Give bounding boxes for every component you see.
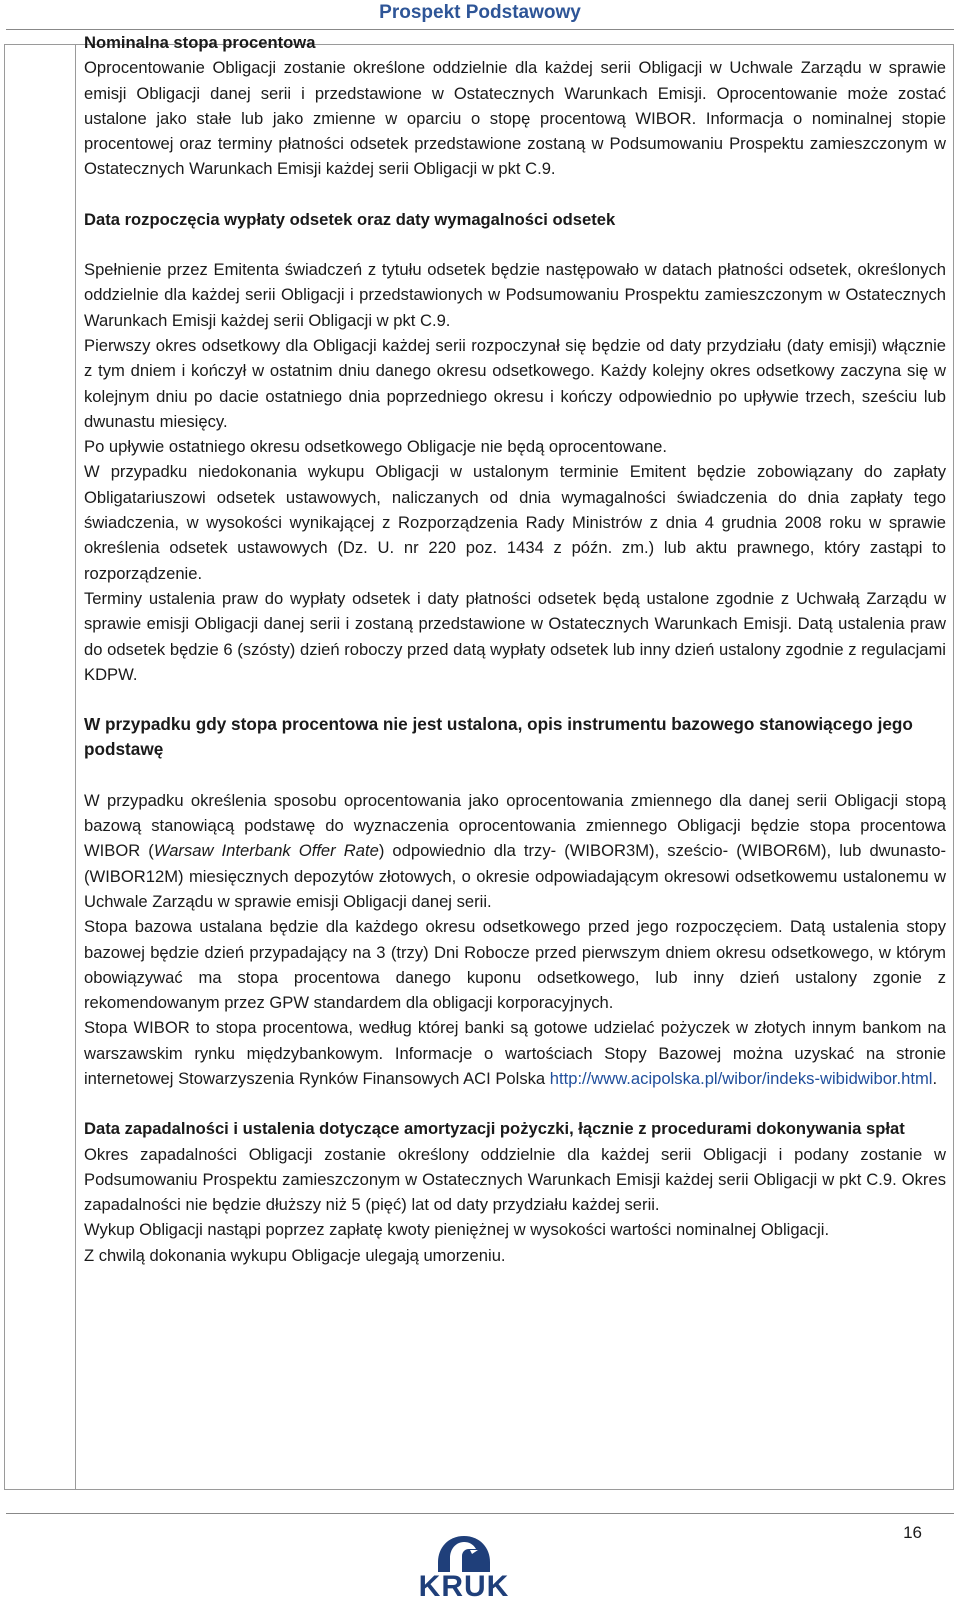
footer-divider bbox=[6, 1513, 954, 1514]
paragraph-maturity-1: Okres zapadalności Obligacji zostanie określony oddzielnie dla każdej serii Obligacji i podany zostanie w Podsumowaniu Prospektu zamieszczonym w Ostatecznych Warunkach Emisji każdej serii Obligacji w pkt C.9. Okres zapadalności nie będzie dłuższy niż 5 (pięć) lat od daty przydziału każdej serii. bbox=[84, 1144, 946, 1215]
paragraph-interest-dates-2: Pierwszy okres odsetkowy dla Obligacji każdej serii rozpoczynał się będzie od daty przydziału (daty emisji) włącznie z tym dniem i kończył w ostatnim dniu danego okresu odsetkowego. Każdy kolejny okres odsetkowy zaczyna się w kolejnym dniu po dacie ostatniego dnia poprzedniego okresu i kończy odpowiednio po upływie trzech, sześciu lub dwunastu miesięcy. bbox=[84, 335, 946, 431]
text-run: . bbox=[932, 1068, 938, 1088]
paragraph-interest-dates-3: Po upływie ostatniego okresu odsetkowego Obligacje nie będą oprocentowane. bbox=[84, 437, 668, 457]
paragraph-interest-dates-4: W przypadku niedokonania wykupu Obligacji w ustalonym terminie Emitent będzie zobowiązany do zapłaty Obligatariuszowi odsetek ustawowych, naliczanych od dnia wymagalności świadczenia do dnia zapłaty tego świadczenia, w wysokości wynikającej z Rozporządzenia Rady Ministrów z dnia 4 grudnia 2008 roku w sprawie określenia odsetek ustawowych (Dz. U. nr 220 poz. 1434 z późn. zm.) lub aktu prawnego, który zastąpi to rozporządzenie. bbox=[84, 462, 946, 583]
page-number: 16 bbox=[903, 1523, 922, 1542]
aci-polska-link[interactable]: http://www.acipolska.pl/wibor/indeks-wibidwibor.html bbox=[549, 1068, 933, 1088]
content-cell bbox=[84, 30, 946, 1268]
paragraph-base-instrument-3 bbox=[84, 1015, 946, 1091]
italic-term: Warsaw Interbank Offer Rate bbox=[153, 841, 379, 861]
document-title: Prospekt Podstawowy bbox=[379, 2, 581, 23]
logo-wordmark: KRUK bbox=[418, 1570, 510, 1603]
paragraph-base-instrument-1 bbox=[84, 788, 946, 914]
paragraph-nominal-rate: Oprocentowanie Obligacji zostanie określone oddzielnie dla każdej serii Obligacji w Uchwale Zarządu w sprawie emisji Obligacji danej serii i przedstawione w Ostatecznych Warunkach Emisji. Oprocentowanie może zostać ustalone jako stałe lub jako zmienne w oparciu o stopę procentową WIBOR. Informacja o nominalnej stopie procentowej oraz terminy płatności odsetek przedstawione zostaną w Podsumowaniu Prospektu zamieszczonym w Ostatecznych Warunkach Emisji każdej serii Obligacji w pkt C.9. bbox=[84, 58, 946, 179]
paragraph-interest-dates-5: Terminy ustalenia praw do wypłaty odsetek i daty płatności odsetek będą ustalone zgodnie z Uchwałą Zarządu w sprawie emisji Obligacji danej serii i zostaną przedstawione w Ostatecznych Warunkach Emisji. Datą ustalenia praw do odsetek będzie 6 (szósty) dzień roboczy przed datą wypłaty odsetek lub inny dzień ustalony zgodnie z regulacjami KDPW. bbox=[84, 588, 946, 684]
heading-maturity: Data zapadalności i ustalenia dotyczące amortyzacji pożyczki, łącznie z procedurami dokonywania spłat bbox=[84, 1119, 905, 1139]
paragraph-base-instrument-2: Stopa bazowa ustalana będzie dla każdego okresu odsetkowego przed jego rozpoczęciem. Datą ustalenia stopy bazowej będzie dzień przypadający na 3 (trzy) Dni Robocze przed pierwszym dniem okresu odsetkowego, w którym obowiązywać ma stopa procentowa danego kuponu odsetkowego, lub inny dzień ustalony zgonie z rekomendowanym przez GPW standardem dla obligacji korporacyjnych. bbox=[84, 917, 946, 1013]
paragraph-interest-dates-1: Spełnienie przez Emitenta świadczeń z tytułu odsetek będzie następowało w datach płatności odsetek, określonych oddzielnie dla każdej serii Obligacji i przedstawionych w Podsumowaniu Prospektu zamieszczonym w Ostatecznych Warunkach Emisji każdej serii Obligacji w pkt C.9. bbox=[84, 260, 946, 330]
heading-interest-dates: Data rozpoczęcia wypłaty odsetek oraz daty wymagalności odsetek bbox=[84, 209, 616, 229]
text-run: W przypadku określenia sposobu oprocentowania jako oprocentowania zmiennego dla danej serii Obligacji stopą bazową stanowiącą podstawę do wyznaczenia oprocentowania zmiennego Obligacji będzie stopa procentowa WIBOR ( bbox=[84, 790, 946, 861]
text-run: ) odpowiednio dla trzy- (WIBOR3M), sześcio- (WIBOR6M), lub dwunasto- (WIBOR12M) miesięcznych depozytów złotowych, o okresie odpowiadającym okresowi odsetkowemu ustalonemu w Uchwale Zarządu w sprawie emisji Obligacji danej serii. bbox=[84, 841, 946, 911]
kruk-logo bbox=[410, 1534, 518, 1604]
page-header bbox=[0, 0, 960, 32]
bird-emblem-icon bbox=[410, 1534, 518, 1574]
text-run: Stopa WIBOR to stopa procentowa, według której banki są gotowe udzielać pożyczek w złotych innym bankom na warszawskim rynku międzybankowym. Informacje o wartościach Stopy Bazowej można uzyskać na stronie internetowej Stowarzyszenia Rynków Finansowych ACI Polska bbox=[84, 1018, 946, 1088]
table-left-column bbox=[5, 45, 76, 1489]
paragraph-maturity-3: Z chwilą dokonania wykupu Obligacje ulegają umorzeniu. bbox=[84, 1245, 506, 1265]
heading-base-instrument: W przypadku gdy stopa procentowa nie jest ustalona, opis instrumentu bazowego stanowiącego jego podstawę bbox=[84, 714, 913, 760]
heading-nominal-rate: Nominalna stopa procentowa bbox=[84, 33, 316, 52]
paragraph-maturity-2: Wykup Obligacji nastąpi poprzez zapłatę kwoty pieniężnej w wysokości wartości nominalnej Obligacji. bbox=[84, 1220, 830, 1240]
